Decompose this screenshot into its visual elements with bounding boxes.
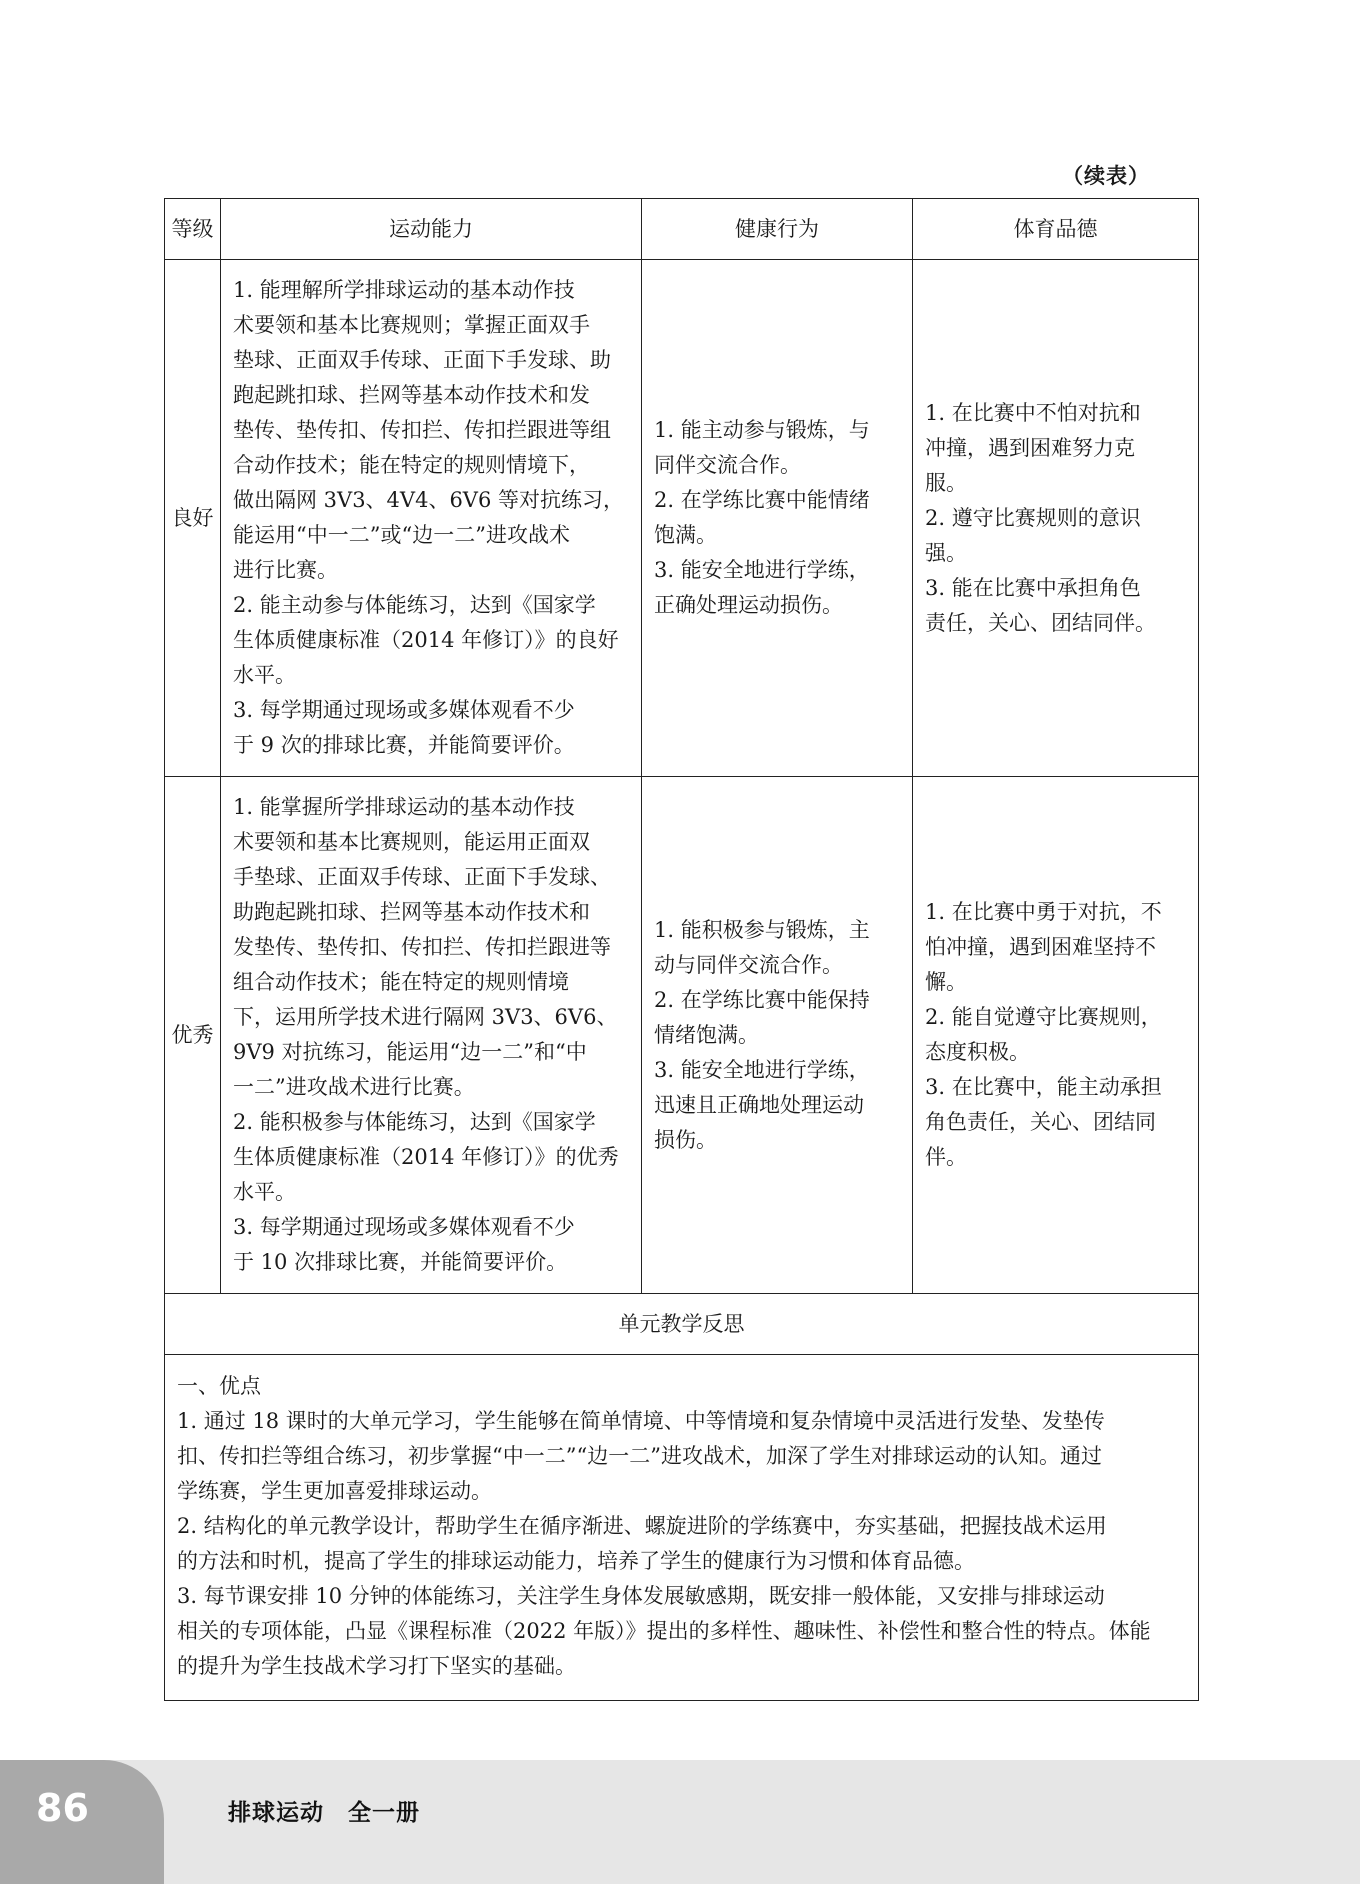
text-line: 1. 能积极参与锻炼，主 [654,917,870,942]
text-line: 懈。 [925,970,967,994]
text-line: 生体质健康标准（2014 年修订）》的优秀 [233,1145,619,1169]
reflection-line: 扣、传扣拦等组合练习，初步掌握“中一二”“边一二”进攻战术，加深了学生对排球运动的认知。通过 [177,1444,1102,1468]
text-line: 助跑起跳扣球、拦网等基本动作技术和 [233,900,590,924]
health-cell [642,260,913,777]
reflection-line: 3. 每节课安排 10 分钟的体能练习，关注学生身体发展敏感期，既安排一般体能，又安排与排球运动 [177,1584,1105,1608]
text-line: 3. 每学期通过现场或多媒体观看不少 [233,698,575,722]
reflection-title: 单元教学反思 [165,1294,1199,1355]
text-line: 1. 能掌握所学排球运动的基本动作技 [233,795,575,819]
text-line: 1. 能主动参与锻炼，与 [654,418,870,442]
text-line: 做出隔网 3V3、4V4、6V6 等对抗练习， [233,488,625,512]
header-morality: 体育品德 [913,199,1199,260]
text-line: 3. 在比赛中，能主动承担 [925,1075,1162,1099]
text-line: 1. 能理解所学排球运动的基本动作技 [233,278,575,302]
text-line: 2. 在学练比赛中能情绪 [654,488,870,512]
reflection-body [165,1355,1199,1701]
morality-cell [913,777,1199,1294]
text-line: 水平。 [233,663,296,687]
text-line: 下，运用所学技术进行隔网 3V3、6V6、 [233,1005,618,1029]
text-line: 2. 能主动参与体能练习，达到《国家学 [233,593,596,617]
ability-cell [221,777,642,1294]
text-line: 进行比赛。 [233,558,338,582]
reflection-line: 1. 通过 18 课时的大单元学习，学生能够在简单情境、中等情境和复杂情境中灵活进行发垫、发垫传 [177,1409,1105,1433]
reflection-line: 相关的专项体能，凸显《课程标准（2022 年版）》提出的多样性、趣味性、补偿性和整合性的特点。体能 [177,1619,1151,1643]
continued-label: （续表） [1062,164,1150,188]
header-ability: 运动能力 [221,199,642,260]
text-line: 伴。 [925,1145,967,1169]
table-row [165,260,1199,777]
ability-cell [221,260,642,777]
text-line: 2. 在学练比赛中能保持 [654,987,870,1012]
text-line: 垫传、垫传扣、传扣拦、传扣拦跟进等组 [233,418,611,442]
reflection-line: 学练赛，学生更加喜爱排球运动。 [177,1479,492,1503]
text-line: 正确处理运动损伤。 [654,593,843,617]
text-line: 2. 遵守比赛规则的意识 [925,505,1141,530]
text-line: 损伤。 [654,1127,717,1152]
text-line: 能运用“中一二”或“边一二”进攻战术 [233,523,570,547]
text-line: 9V9 对抗练习，能运用“边一二”和“中 [233,1040,587,1064]
text-line: 情绪饱满。 [654,1022,759,1047]
grade-cell: 优秀 [165,777,221,1294]
text-line: 1. 在比赛中勇于对抗，不 [925,900,1162,924]
book-title: 排球运动 全一册 [228,1800,420,1826]
text-line: 2. 能自觉遵守比赛规则， [925,1005,1162,1029]
text-line: 角色责任，关心、团结同 [925,1110,1156,1134]
grade-cell: 良好 [165,260,221,777]
text-line: 生体质健康标准（2014 年修订）》的良好 [233,628,619,652]
header-grade: 等级 [165,199,221,260]
text-line: 垫球、正面双手传球、正面下手发球、助 [233,348,611,372]
text-line: 3. 能安全地进行学练， [654,558,870,582]
footer-band [0,1760,1360,1884]
header-health: 健康行为 [642,199,913,260]
reflection-line: 的提升为学生技战术学习打下坚实的基础。 [177,1654,576,1678]
text-line: 发垫传、垫传扣、传扣拦、传扣拦跟进等 [233,935,611,959]
table-row [165,777,1199,1294]
text-line: 2. 能积极参与体能练习，达到《国家学 [233,1110,596,1134]
text-line: 怕冲撞，遇到困难坚持不 [925,935,1156,959]
text-line: 于 10 次排球比赛，并能简要评价。 [233,1250,568,1274]
reflection-header-row [165,1294,1199,1355]
reflection-row [165,1355,1199,1701]
page-number: 86 [36,1786,89,1830]
text-line: 3. 能安全地进行学练， [654,1057,870,1082]
text-line: 饱满。 [654,523,717,547]
text-line: 一二”进攻战术进行比赛。 [233,1075,475,1099]
text-line: 合动作技术；能在特定的规则情境下， [233,453,590,477]
text-line: 动与同伴交流合作。 [654,952,843,977]
text-line: 水平。 [233,1180,296,1204]
text-line: 跑起跳扣球、拦网等基本动作技术和发 [233,383,590,407]
text-line: 态度积极。 [925,1040,1030,1064]
text-line: 迅速且正确地处理运动 [654,1092,864,1117]
text-line: 手垫球、正面双手传球、正面下手发球、 [233,865,611,889]
health-cell [642,777,913,1294]
reflection-line: 的方法和时机，提高了学生的排球运动能力，培养了学生的健康行为习惯和体育品德。 [177,1549,975,1573]
table-header-row [165,199,1199,260]
morality-cell [913,260,1199,777]
text-line: 同伴交流合作。 [654,453,801,477]
text-line: 3. 能在比赛中承担角色 [925,575,1141,600]
text-line: 服。 [925,470,967,495]
reflection-line: 一、优点 [177,1374,261,1398]
text-line: 冲撞，遇到困难努力克 [925,435,1135,460]
text-line: 3. 每学期通过现场或多媒体观看不少 [233,1215,575,1239]
text-line: 于 9 次的排球比赛，并能简要评价。 [233,733,575,757]
reflection-line: 2. 结构化的单元教学设计，帮助学生在循序渐进、螺旋进阶的学练赛中，夯实基础，把握技战术运用 [177,1514,1107,1538]
text-line: 责任，关心、团结同伴。 [925,610,1156,635]
evaluation-table [164,198,1199,1701]
text-line: 术要领和基本比赛规则，能运用正面双 [233,830,590,854]
text-line: 1. 在比赛中不怕对抗和 [925,400,1141,425]
text-line: 强。 [925,540,967,565]
text-line: 术要领和基本比赛规则；掌握正面双手 [233,313,590,337]
text-line: 组合动作技术；能在特定的规则情境 [233,970,569,994]
